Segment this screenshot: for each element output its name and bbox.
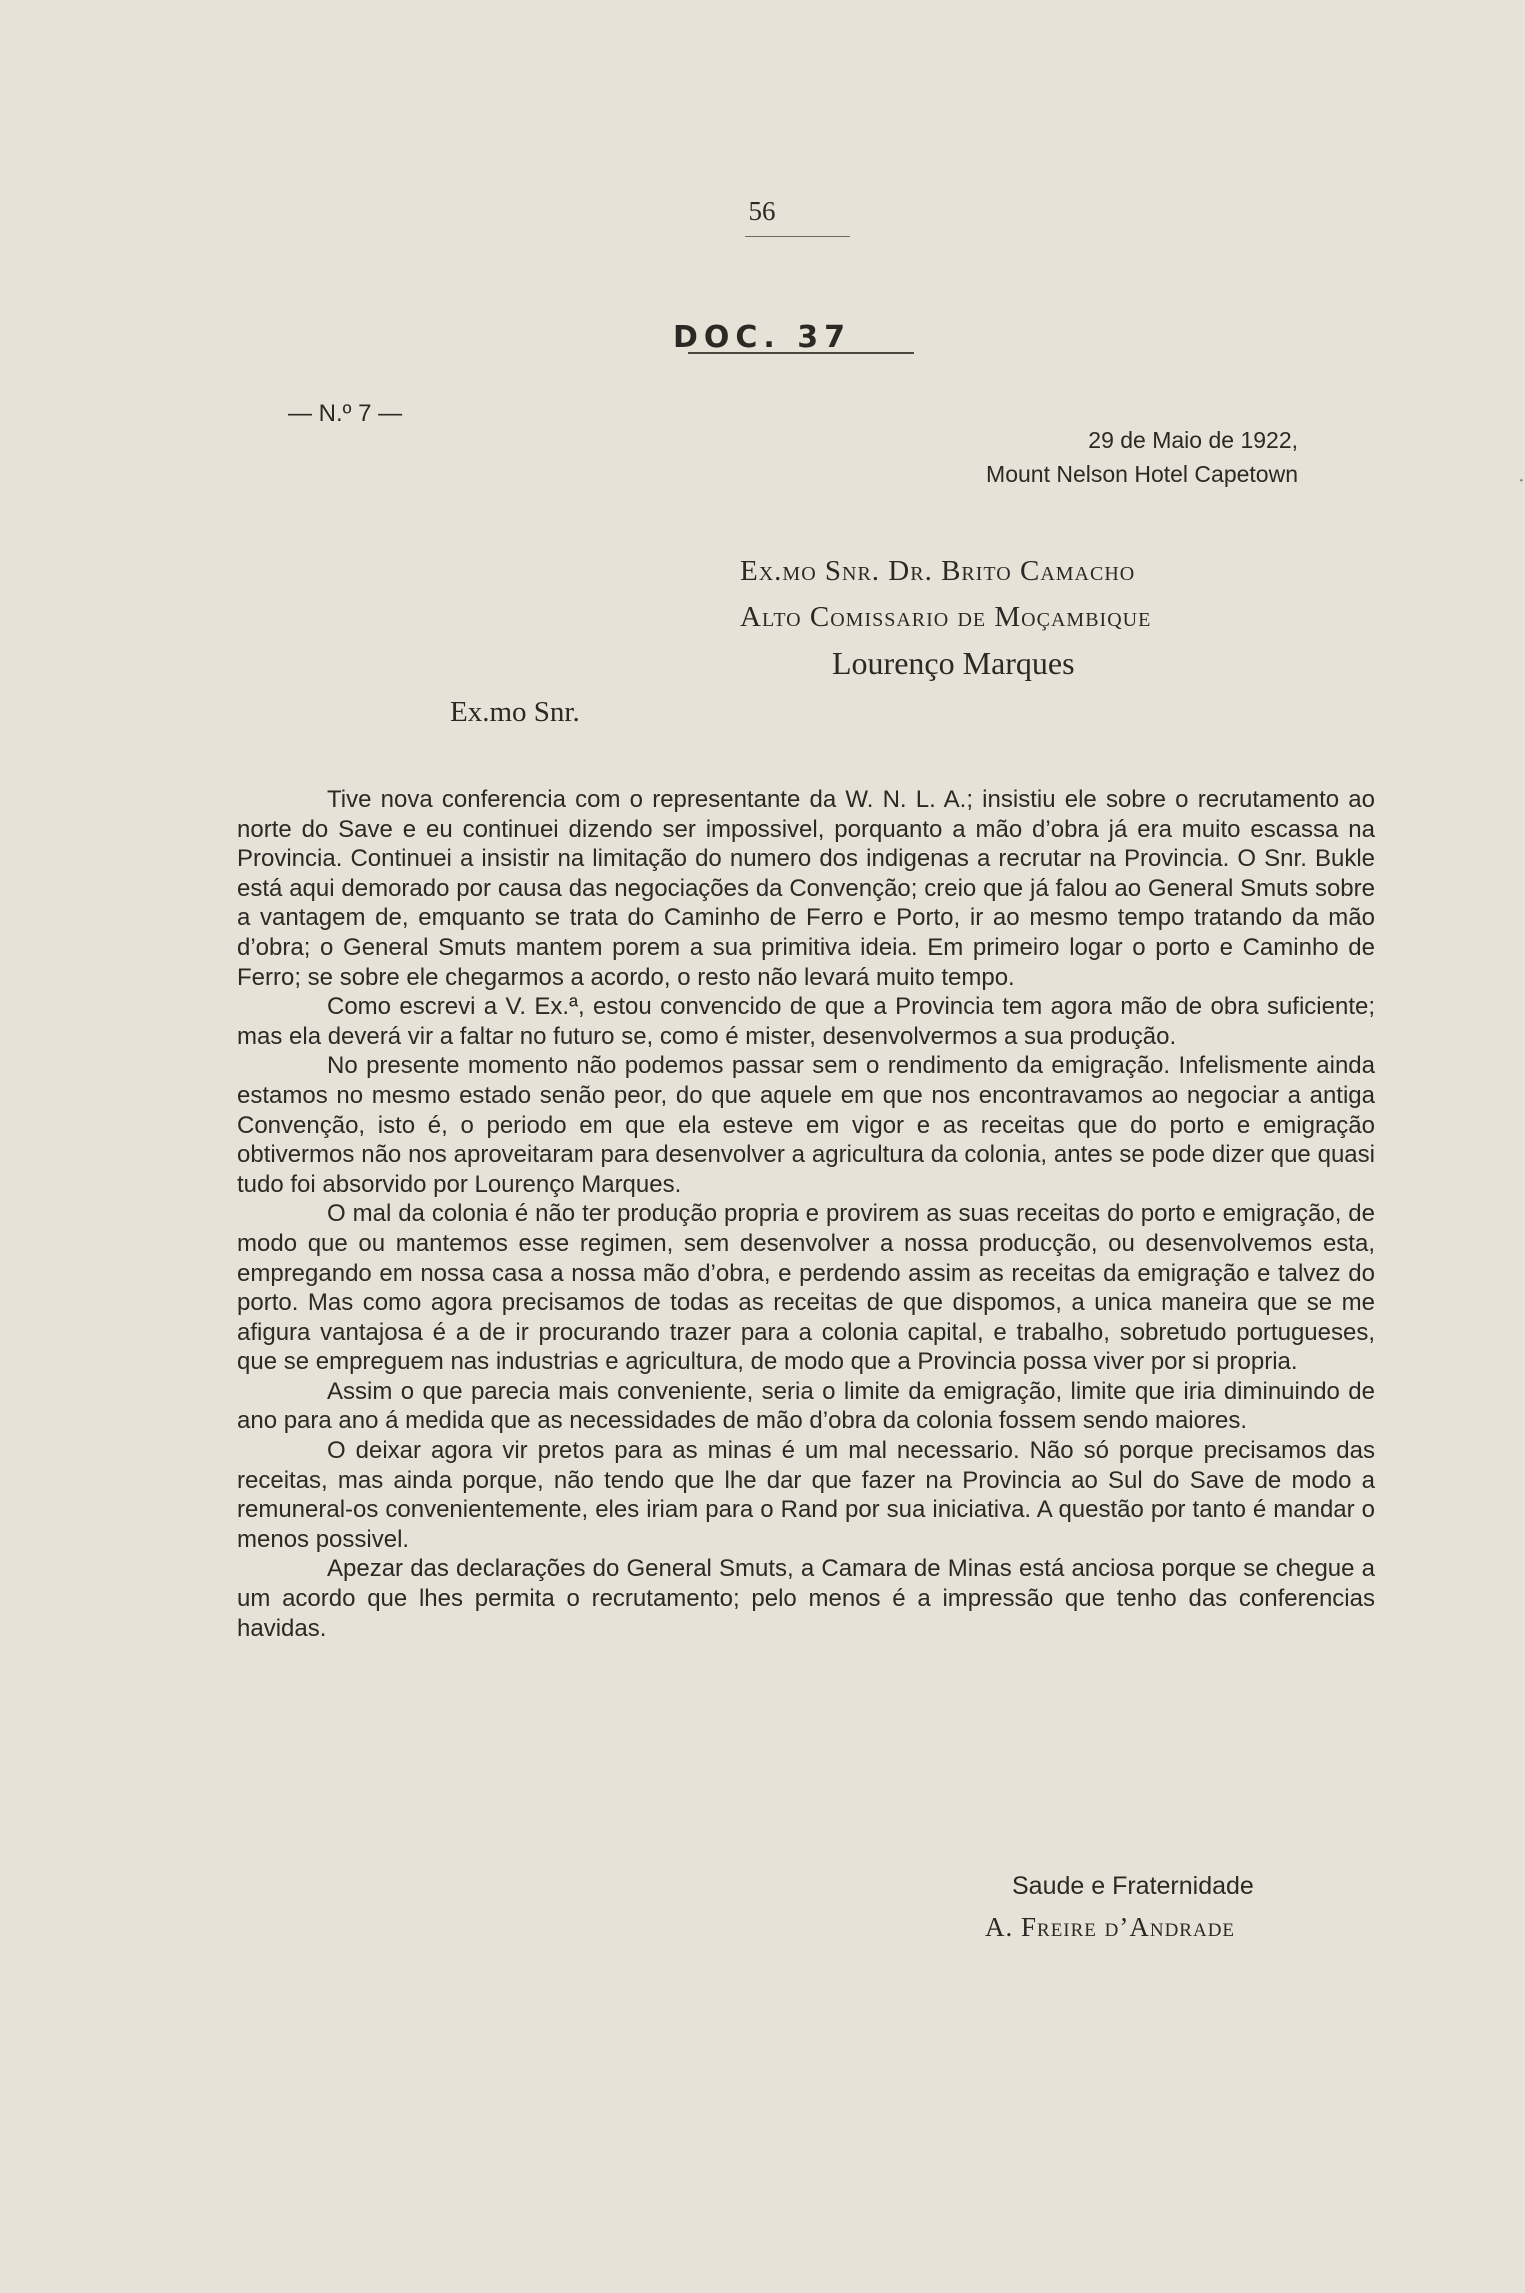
closing-line: Saude e Fraternidade: [1012, 1872, 1254, 1900]
paragraph-4: O mal da colonia é não ter produção propria e provirem as suas receitas do porto e emigração, de modo que ou mantemos esse regimen, sem desenvolver a nossa producção, ou desenvolvemos esta, empregando em nossa casa a nossa mão d’obra, e perdendo assim as receitas da emigração e talvez do porto. Mas como agora precisamos de todas as receitas de que dispomos, a unica maneira que se me afigura vantajosa é a de ir procurando trazer para a colonia capital, e trabalho, sobretudo portugueses, que se empreguem nas industrias e agricultura, de modo que a Provincia possa viver por si propria.: [237, 1200, 1375, 1376]
paragraph-2: Como escrevi a V. Ex.ª, estou convencido de que a Provincia tem agora mão de obra suficiente; mas ela deverá vir a faltar no futuro se, como é mister, desenvolvermos a sua produção.: [237, 993, 1375, 1050]
document-title: DOC. 37: [672, 320, 851, 355]
paragraph-3: No presente momento não podemos passar sem o rendimento da emigração. Infelismente ainda estamos no mesmo estado senão peor, do que aquele em que nos encontravamos ao negociar a antiga Convenção, isto é, o periodo em que ela esteve em vigor e as receitas que do porto e emigração obtivermos não nos aproveitaram para desenvolver a agricultura da colonia, antes se pode dizer que quasi tudo foi absorvido por Lourenço Marques.: [237, 1052, 1375, 1198]
letter-body: [237, 785, 1375, 1643]
letter-place: Mount Nelson Hotel Capetown: [986, 461, 1298, 487]
dateline: [986, 423, 1298, 491]
addressee-city: Lourenço Marques: [832, 645, 1075, 681]
addressee-name: Ex.mo Snr. Dr. Brito Camacho: [740, 555, 1136, 587]
document-title-rule: [688, 352, 914, 354]
addressee-title: Alto Comissario de Moçambique: [740, 601, 1152, 633]
signature: A. Freire d’Andrade: [985, 1912, 1236, 1942]
document-number: — N.º 7 —: [288, 400, 403, 427]
paragraph-6: O deixar agora vir pretos para as minas é um mal necessario. Não só porque precisamos das receitas, mas ainda porque, não tendo que lhe dar que fazer na Provincia ao Sul do Save de modo a remuneral-os convenientemente, eles iriam para o Rand por sua iniciativa. A questão por tanto é mandar o menos possivel.: [237, 1437, 1375, 1553]
paragraph-7: Apezar das declarações do General Smuts, a Camara de Minas está anciosa porque se chegue a um acordo que lhes permita o recrutamento; pelo menos é a impressão que tenho das conferencias havidas.: [237, 1555, 1375, 1642]
paragraph-1: Tive nova conferencia com o representante da W. N. L. A.; insistiu ele sobre o recrutamento ao norte do Save e eu continuei dizendo ser impossivel, porquanto a mão d’obra já era muito escassa na Provincia. Continuei a insistir na limitação do numero dos indigenas a recrutar na Provincia. O Snr. Bukle está aqui demorado por causa das negociações da Convenção; creio que já falou ao General Smuts sobre a vantagem de, emquanto se trata do Caminho de Ferro e Porto, ir ao mesmo tempo tratando da mão d’obra; o General Smuts mantem porem a sua primitiva ideia. Em primeiro logar o porto e Caminho de Ferro; se sobre ele chegarmos a acordo, o resto não levará muito tempo.: [237, 786, 1375, 991]
salutation: Ex.mo Snr.: [450, 696, 580, 728]
page-number-rule: [745, 236, 850, 237]
paragraph-5: Assim o que parecia mais conveniente, seria o limite da emigração, limite que iria diminuindo de ano para ano á medida que as necessidades de mão d’obra da colonia fossem sendo maiores.: [237, 1377, 1375, 1435]
letter-date: 29 de Maio de 1922,: [1088, 427, 1298, 453]
page-number: 56: [748, 196, 776, 226]
margin-mark: ·: [1518, 470, 1525, 492]
addressee-block: [740, 548, 1151, 686]
